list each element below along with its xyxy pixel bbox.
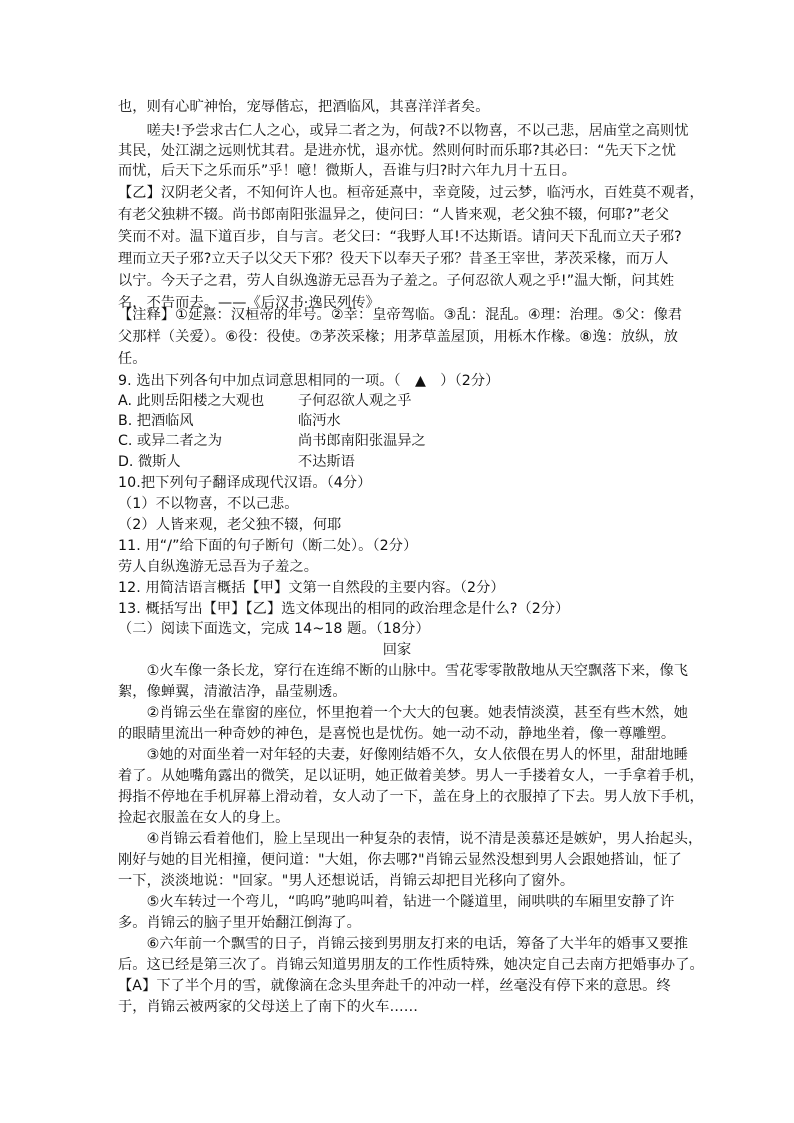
story-line: ①火车像一条长龙，穿行在连绵不断的山脉中。雪花零零散散地从天空飘落下来，像飞 <box>118 663 689 679</box>
story-line: ④肖锦云看着他们，脸上呈现出一种复杂的表情，说不清是羡慕还是嫉妒，男人抬起头， <box>118 831 703 847</box>
question-10: 10.把下列句子翻译成现代汉语。（4分） <box>118 475 372 491</box>
text-line: 其民，处江湖之远则忧其君。是进亦忧，退亦忧。然则何时而乐耶?其必曰：“先天下之忧 <box>118 143 677 159</box>
story-line: 多。肖锦云的脑子里开始翻江倒海了。 <box>118 915 361 931</box>
story-line: 拇指不停地在手机屏幕上滑动着，女人动了一下，盖在身上的衣服掉了下去。男人放下手机， <box>118 789 704 805</box>
text-line: 以宁。今天子之君，劳人自纵逸游无忌吾为子羞之。子何忍欲人观之乎!”温大惭，问其姓 <box>118 273 675 289</box>
text-line: 理而立天子邪?立天子以父天下邪？役天下以奉天子邪？昔圣王宰世，茅茨采椽，而万人 <box>118 251 669 267</box>
story-line: 的眼睛里流出一种奇妙的神色，是喜悦也是忧伤。她一动不动，静地坐着，像一尊雕塑。 <box>118 726 676 742</box>
story-title: 回家 <box>382 642 412 658</box>
story-line: 于，肖锦云被两家的父母送上了南下的火车…… <box>118 999 419 1015</box>
question-11-sentence: 劳人自纵逸游无忌吾为子羞之。 <box>118 559 319 575</box>
text-line: 而忧，后天下之乐而乐”乎！噫！微斯人，吾谁与归?时六年九月十五日。 <box>118 163 576 179</box>
annotation-line: 【注释】①延熹：汉桓帝的年号。②幸：皇帝驾临。③乱：混乱。④理：治理。⑤父：像君 <box>118 307 683 323</box>
option-c-left: C. 或异二者之为 <box>118 433 223 449</box>
option-c-right: 尚书郎南阳张温异之 <box>298 433 426 449</box>
annotation-line: 任。 <box>118 351 147 367</box>
text-line: 笑而不对。温下道百步，自与言。老父曰：“我野人耳!不达斯语。请问天下乱而立天子邪? <box>118 229 682 245</box>
option-a-left: A. 此则岳阳楼之大观也 <box>118 393 265 409</box>
story-line: ⑥六年前一个飘雪的日子，肖锦云接到男朋友打来的电话，筹备了大半年的婚事又要推 <box>118 936 689 952</box>
story-line: 着了。从她嘴角露出的微笑，足以证明，她正做着美梦。男人一手搂着女人，一手拿着手机， <box>118 768 704 784</box>
story-line: 一下，淡淡地说："回家。"男人还想说话，肖锦云却把目光移向了窗外。 <box>118 873 575 889</box>
question-9: 9. 选出下列各句中加点词意思相同的一项。（ ▲ ）（2分） <box>118 373 500 389</box>
option-d-right: 不达斯语 <box>298 454 355 470</box>
story-line: 【A】下了半个月的雪，就像滴在念头里奔赴千的冲动一样，丝毫没有停下来的意思。终 <box>118 978 671 994</box>
story-line: ②肖锦云坐在靠窗的座位，怀里抱着一个大大的包裹。她表情淡漠，甚至有些木然，她 <box>118 705 689 721</box>
story-line: ⑤火车转过一个弯儿，“呜呜”驰呜叫着，钻进一个隧道里，闹哄哄的车厢里安静了许 <box>118 894 675 910</box>
option-b-right: 临沔水 <box>298 413 341 429</box>
story-line: 捡起衣服盖在女人的身上。 <box>118 810 290 826</box>
question-12: 12. 用简洁语言概括【甲】文第一自然段的主要内容。（2分） <box>118 580 505 596</box>
story-line: 絮，像蝉翼，清澈洁净，晶莹剔透。 <box>118 684 347 700</box>
text-line: 也，则有心旷神怡，宠辱偕忘，把酒临风，其喜洋洋者矣。 <box>118 99 490 115</box>
text-line: 有老父独耕不辍。尚书郎南阳张温异之，使问曰：“人皆来观，老父独不辍，何耶?”老父 <box>118 207 670 223</box>
option-b-left: B. 把酒临风 <box>118 413 194 429</box>
text-line: 名，不告而去。——《后汉书·逸民列传》 <box>118 295 380 311</box>
story-line: 后。这已经是第三次了。肖锦云知道男朋友的工作性质特殊，她决定自己去南方把婚事办了。 <box>118 957 704 973</box>
option-a-right: 子何忍欲人观之乎 <box>298 393 412 409</box>
annotation-line: 父那样（关爱）。⑥役：役使。⑦茅茨采椽；用茅草盖屋顶，用栎木作椽。⑧逸：放纵，放 <box>118 329 678 345</box>
question-10-1: （1）不以物喜，不以己悲。 <box>118 496 299 512</box>
option-d-left: D. 微斯人 <box>118 454 181 470</box>
text-line: 【乙】汉阴老父者，不知何许人也。桓帝延熹中，幸竟陵，过云梦，临沔水，百姓莫不观者， <box>118 185 704 201</box>
question-11: 11. 用“/”给下面的句子断句（断二处）。（2分） <box>118 538 418 554</box>
question-13: 13. 概括写出【甲】【乙】选文体现出的相同的政治理念是什么?（2分） <box>118 601 570 617</box>
text-line: 嗟夫!予尝求古仁人之心，或异二者之为，何哉?不以物喜，不以己悲，居庙堂之高则忧 <box>118 123 689 139</box>
story-line: ③她的对面坐着一对年轻的夫妻，好像刚结婚不久，女人依偎在男人的怀里，甜甜地睡 <box>118 747 689 763</box>
story-line: 刚好与她的目光相撞，便问道："大姐，你去哪?"肖锦云显然没想到男人会跟她搭讪，怔了 <box>118 852 682 868</box>
question-10-2: （2）人皆来观，老父独不辍，何耶 <box>118 517 342 533</box>
section-two-heading: （二）阅读下面选文，完成 14~18 题。（18分） <box>118 621 430 637</box>
